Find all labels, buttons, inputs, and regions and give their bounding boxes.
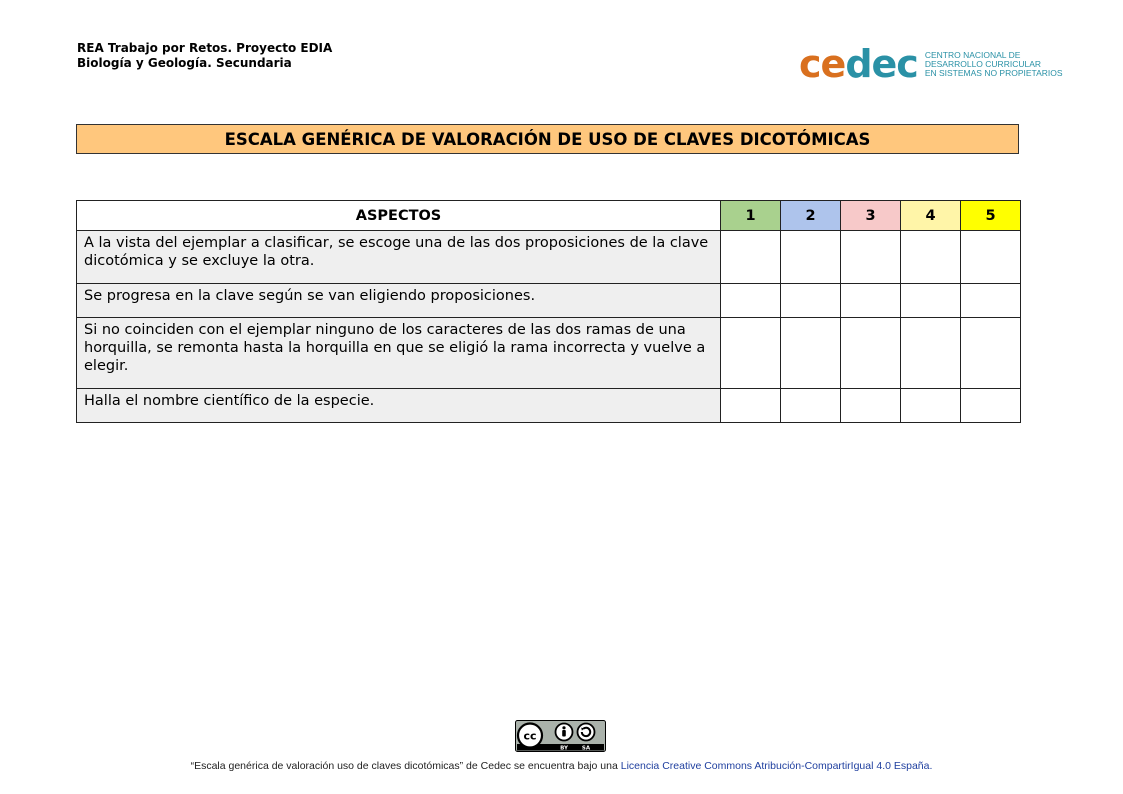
footer-prefix: “Escala genérica de valoración uso de claves dicotómicas” de Cedec se encuentra bajo una xyxy=(190,760,621,772)
header-subject: Biología y Geología. Secundaria xyxy=(77,56,292,70)
rating-cell[interactable] xyxy=(841,389,901,423)
rating-cell[interactable] xyxy=(841,284,901,318)
table-row xyxy=(77,231,1021,284)
rating-cell[interactable] xyxy=(961,231,1021,284)
logo-subtitle xyxy=(925,51,1063,78)
rating-cell[interactable] xyxy=(781,231,841,284)
table-header-row xyxy=(77,201,1021,231)
logo-sub-line1: CENTRO NACIONAL DE xyxy=(924,49,1021,60)
table-row xyxy=(77,389,1021,423)
by-label: BY xyxy=(560,745,568,752)
rating-cell[interactable] xyxy=(901,389,961,423)
document-header xyxy=(77,41,332,71)
table-row xyxy=(77,284,1021,318)
rating-cell[interactable] xyxy=(901,318,961,389)
level-1-header: 1 xyxy=(721,201,781,231)
rating-cell[interactable] xyxy=(721,318,781,389)
rating-cell[interactable] xyxy=(721,389,781,423)
cc-by-sa-badge-icon[interactable] xyxy=(515,720,606,752)
rating-cell[interactable] xyxy=(961,389,1021,423)
header-project: REA Trabajo por Retos. Proyecto EDIA xyxy=(77,41,333,55)
rating-cell[interactable] xyxy=(841,318,901,389)
license-footer xyxy=(0,760,1123,772)
logo-sub-line3: EN SISTEMAS NO PROPIETARIOS xyxy=(924,67,1063,78)
aspects-header: ASPECTOS xyxy=(77,201,721,231)
aspect-text: Se progresa en la clave según se van eligiendo proposiciones. xyxy=(77,284,721,318)
rating-cell[interactable] xyxy=(781,318,841,389)
rating-cell[interactable] xyxy=(721,284,781,318)
logo-word-dec: dec xyxy=(845,42,918,86)
sa-label: SA xyxy=(581,745,591,752)
cc-label: cc xyxy=(523,729,537,743)
level-5-header: 5 xyxy=(961,201,1021,231)
rating-cell[interactable] xyxy=(781,389,841,423)
logo-wordmark xyxy=(799,44,918,84)
rating-cell[interactable] xyxy=(901,284,961,318)
logo-sub-line2: DESARROLLO CURRICULAR xyxy=(924,58,1042,69)
level-2-header: 2 xyxy=(781,201,841,231)
aspect-text: A la vista del ejemplar a clasificar, se escoge una de las dos proposiciones de la clave dicotómica y se excluye la otra. xyxy=(77,231,721,284)
rating-cell[interactable] xyxy=(961,318,1021,389)
cedec-logo xyxy=(799,44,1063,84)
aspect-text: Si no coinciden con el ejemplar ninguno de los caracteres de las dos ramas de una horquilla, se remonta hasta la horquilla en que se eligió la rama incorrecta y vuelve a elegir. xyxy=(77,318,721,389)
table-row xyxy=(77,318,1021,389)
rating-cell[interactable] xyxy=(721,231,781,284)
logo-word-ce: ce xyxy=(799,42,846,86)
rating-cell[interactable] xyxy=(961,284,1021,318)
page-title: ESCALA GENÉRICA DE VALORACIÓN DE USO DE CLAVES DICOTÓMICAS xyxy=(76,124,1019,154)
level-3-header: 3 xyxy=(841,201,901,231)
license-link[interactable]: Licencia Creative Commons Atribución-CompartirIgual 4.0 España xyxy=(620,760,930,772)
aspect-text: Halla el nombre científico de la especie. xyxy=(77,389,721,423)
rating-cell[interactable] xyxy=(901,231,961,284)
footer-suffix: . xyxy=(929,760,933,772)
rating-scale-table xyxy=(76,200,1021,423)
rating-cell[interactable] xyxy=(781,284,841,318)
rating-cell[interactable] xyxy=(841,231,901,284)
level-4-header: 4 xyxy=(901,201,961,231)
